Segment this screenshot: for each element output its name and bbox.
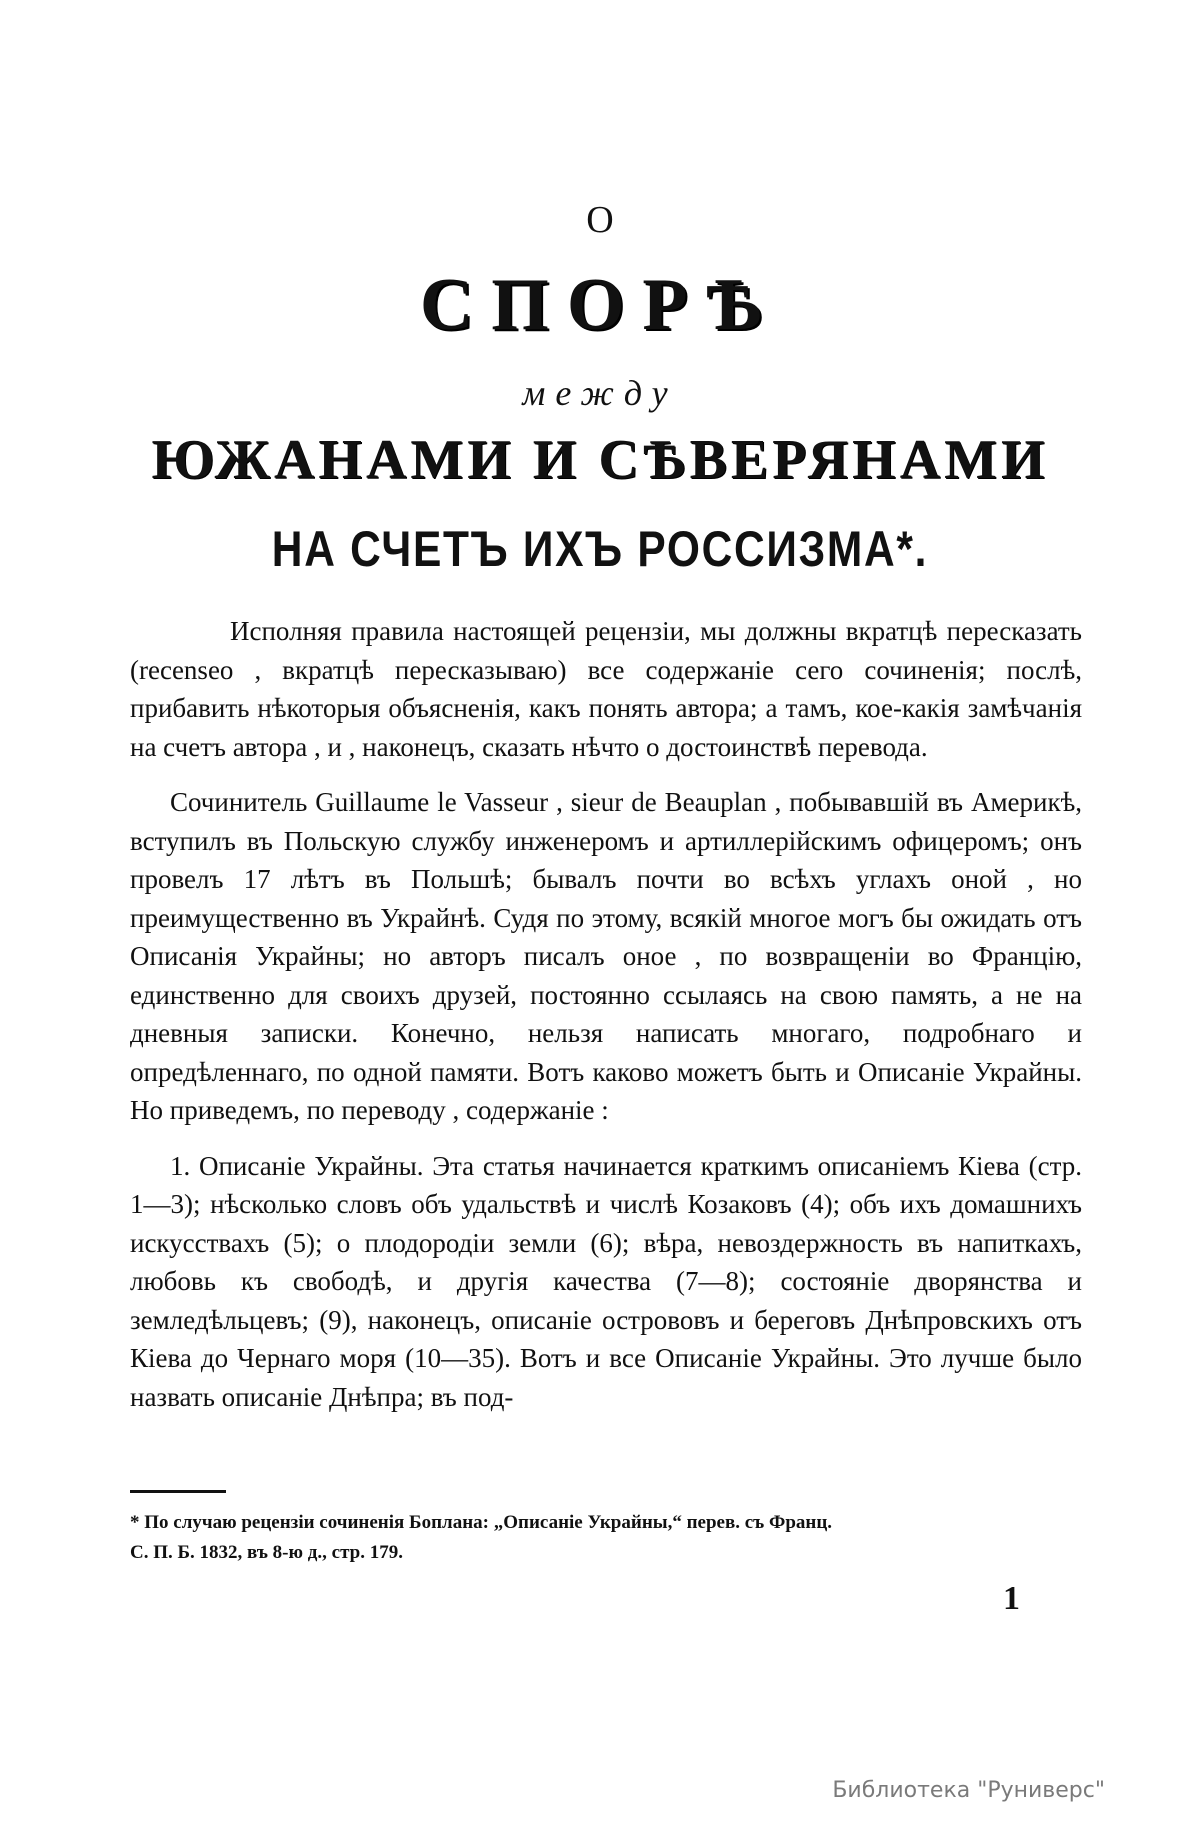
footnote-line-2: С. П. Б. 1832, въ 8-ю д., стр. 179. [130,1542,403,1563]
library-watermark: Библиотека "Руниверс" [832,1778,1105,1803]
heading-conjunction: между [522,373,678,413]
footnote-line-1: * По случаю рецензіи сочиненія Боплана: „Описаніе Украйны,“ перев. съ Франц. [130,1512,833,1533]
footnote [130,1508,1082,1568]
paragraph-author: Сочинитель Guillaume le Vasseur , sieur de Beauplan , побывавшій въ Америкѣ, вступилъ въ Польскую службу инженеромъ и артиллерійскимъ офицеромъ; онъ провелъ 17 лѣтъ въ Польшѣ; бывалъ почти во всѣхъ углахъ оной , но преимущественно въ Украйнѣ. Судя по этому, всякій многое могъ бы ожидать отъ Описанія Украйны; но авторъ писалъ оное , по возвращеніи во Францію, единственно для своихъ друзей, постоянно ссылаясь на свою память, а не на дневныя записки. Конечно, нельзя написать многаго, подробнаго и опредѣленнаго, по одной памяти. Вотъ каково можетъ быть и Описаніе Украйны. Но приведемъ, по переводу , содержаніе : [130,787,1082,1125]
heading-subtitle: НА СЧЕТЪ ИХЪ РОССИЗМА*. [271,521,929,577]
paragraph-intro: Исполняя правила настоящей рецензіи, мы должны вкратцѣ пересказать (recenseo , вкратцѣ пересказываю) все содержаніе сего сочиненія; послѣ, прибавить нѣкоторыя объясненія, какъ понять автора; а тамъ, кое-какія замѣчанія на счетъ автора , и , наконецъ, сказать нѣчто о достоинствѣ перевода. [130,616,1082,762]
body-text [130,612,1082,1433]
page-number: 1 [1003,1580,1020,1617]
heading-preposition: О [586,199,614,241]
heading-title: СПОРѢ [419,264,781,346]
paragraph-contents: 1. Описаніе Украйны. Эта статья начинается краткимъ описаніемъ Кіева (стр. 1—3); нѣсколько словъ объ удальствѣ и числѣ Козаковъ (4); объ ихъ домашнихъ искусствахъ (5); о плодородіи земли (6); вѣра, невоздержность въ напиткахъ, любовь къ свободѣ, и другія качества (7—8); состояніе дворянства и земледѣльцевъ; (9), наконецъ, описаніе острововъ и береговъ Днѣпровскихъ отъ Кіева до Чернаго моря (10—35). Вотъ и все Описаніе Украйны. Это лучше было назвать описаніе Днѣпра; въ под- [130,1150,1082,1412]
footnote-divider [130,1490,226,1493]
heading-main-line: ЮЖАНАМИ И СѢВЕРЯНАМИ [151,429,1049,491]
